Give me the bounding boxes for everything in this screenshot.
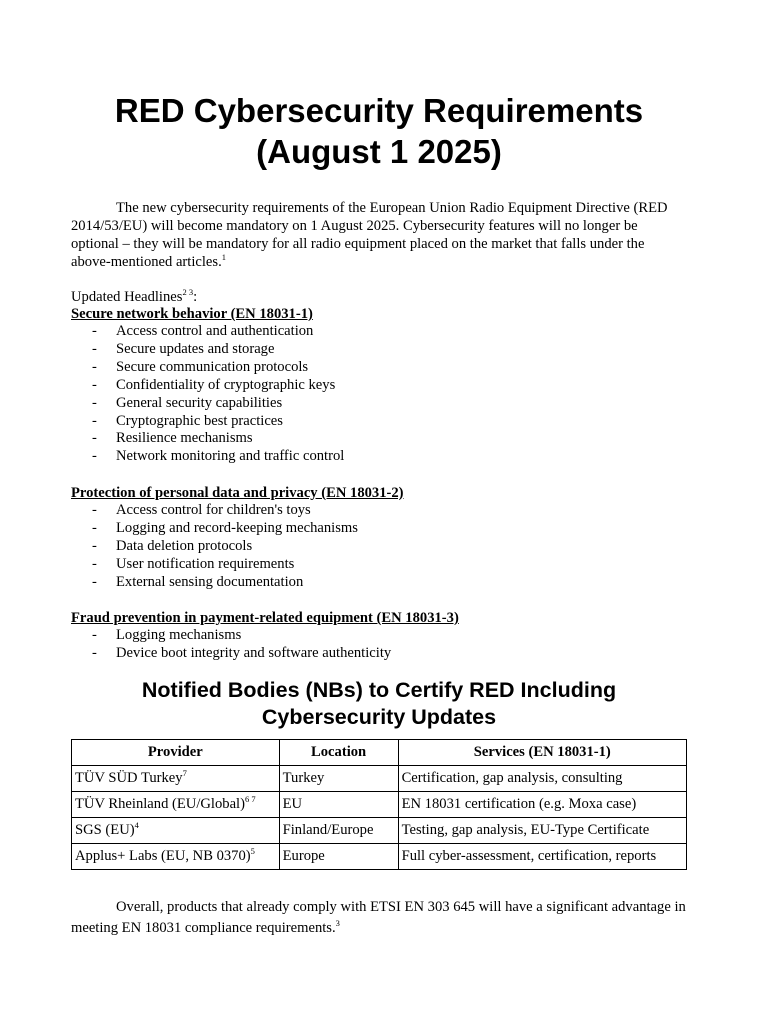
column-header: Location [279, 740, 398, 766]
list-item: - Logging mechanisms [92, 627, 242, 643]
location-cell: Finland/Europe [279, 818, 398, 844]
location-cell: Turkey [279, 766, 398, 792]
list-item: - Device boot integrity and software authenticity [92, 644, 392, 661]
section-subtitle: Notified Bodies (NBs) to Certify RED Including Cybersecurity Updates [141, 678, 617, 729]
list-item: - Secure communication protocols [92, 358, 309, 375]
list-item: - Network monitoring and traffic control [92, 448, 345, 465]
page-title: RED Cybersecurity Requirements (August 1 2025) [114, 92, 644, 170]
bullet-list [71, 323, 687, 466]
section-heading: Protection of personal data and privacy (EN 18031-2) [71, 485, 404, 501]
updated-label: Updated Headlines [71, 289, 183, 305]
location-cell: Europe [279, 844, 398, 870]
conclusion-text: Overall, products that already comply with ETSI EN 303 645 will have a significant advantage in meeting EN 18031 compliance requirements. [71, 899, 686, 936]
list-item: - Confidentiality of cryptographic keys [92, 376, 336, 393]
provider-cell: TÜV SÜD Turkey$^7$ [72, 766, 280, 792]
notified-bodies-table [71, 739, 687, 870]
services-cell: Full cyber-assessment, certification, reports [398, 844, 686, 870]
services-cell: Testing, gap analysis, EU-Type Certificate [398, 818, 686, 844]
provider-cell: TÜV Rheinland (EU/Global)$^{6 7}$ [72, 792, 280, 818]
list-item: - External sensing documentation [92, 573, 304, 590]
section-secure-network [71, 305, 687, 466]
footnote-ref: 2 3 [182, 287, 194, 298]
table-row [72, 818, 687, 844]
list-item: - General security capabilities [92, 394, 283, 411]
location-cell: EU [279, 792, 398, 818]
list-item: - Secure updates and storage [92, 340, 275, 357]
table-header-row [72, 740, 687, 766]
bullet-list [71, 627, 687, 663]
table-row [72, 792, 687, 818]
list-item: - Logging and record-keeping mechanisms [92, 519, 358, 536]
section-personal-data [71, 484, 687, 592]
provider-cell: SGS (EU)$^4$ [72, 818, 280, 844]
services-cell: Certification, gap analysis, consulting [398, 766, 686, 792]
section-fraud-prevention [71, 609, 687, 663]
section-heading: Secure network behavior (EN 18031-1) [71, 306, 313, 322]
footnote-ref: 3 [335, 918, 340, 929]
conclusion-paragraph [71, 897, 687, 939]
list-item: - Access control and authentication [92, 323, 314, 339]
list-item: - User notification requirements [92, 555, 295, 572]
table-row [72, 844, 687, 870]
list-item: - Resilience mechanisms [92, 430, 253, 447]
intro-text: The new cybersecurity requirements of the European Union Radio Equipment Directive (RED 2014/53/EU) will become mandatory on 1 August 2025. Cybersecurity features will no longer be optional – they will be mandatory for all radio equipment placed on the market that falls under the above-mentioned articles. [71, 200, 668, 270]
intro-paragraph [71, 199, 687, 271]
bullet-list [71, 502, 687, 592]
column-header: Provider [72, 740, 280, 766]
column-header: Services (EN 18031-1) [398, 740, 686, 766]
services-cell: EN 18031 certification (e.g. Moxa case) [398, 792, 686, 818]
footnote-ref: 1 [221, 252, 226, 263]
list-item: - Access control for children's toys [92, 502, 311, 518]
provider-cell: Applus+ Labs (EU, NB 0370)$^5$ [72, 844, 280, 870]
list-item: - Data deletion protocols [92, 537, 253, 554]
table-row [72, 766, 687, 792]
updated-headlines-label [71, 288, 687, 306]
updated-suffix: : [193, 289, 198, 305]
list-item: - Cryptographic best practices [92, 412, 283, 429]
section-heading: Fraud prevention in payment-related equipment (EN 18031-3) [71, 610, 459, 626]
